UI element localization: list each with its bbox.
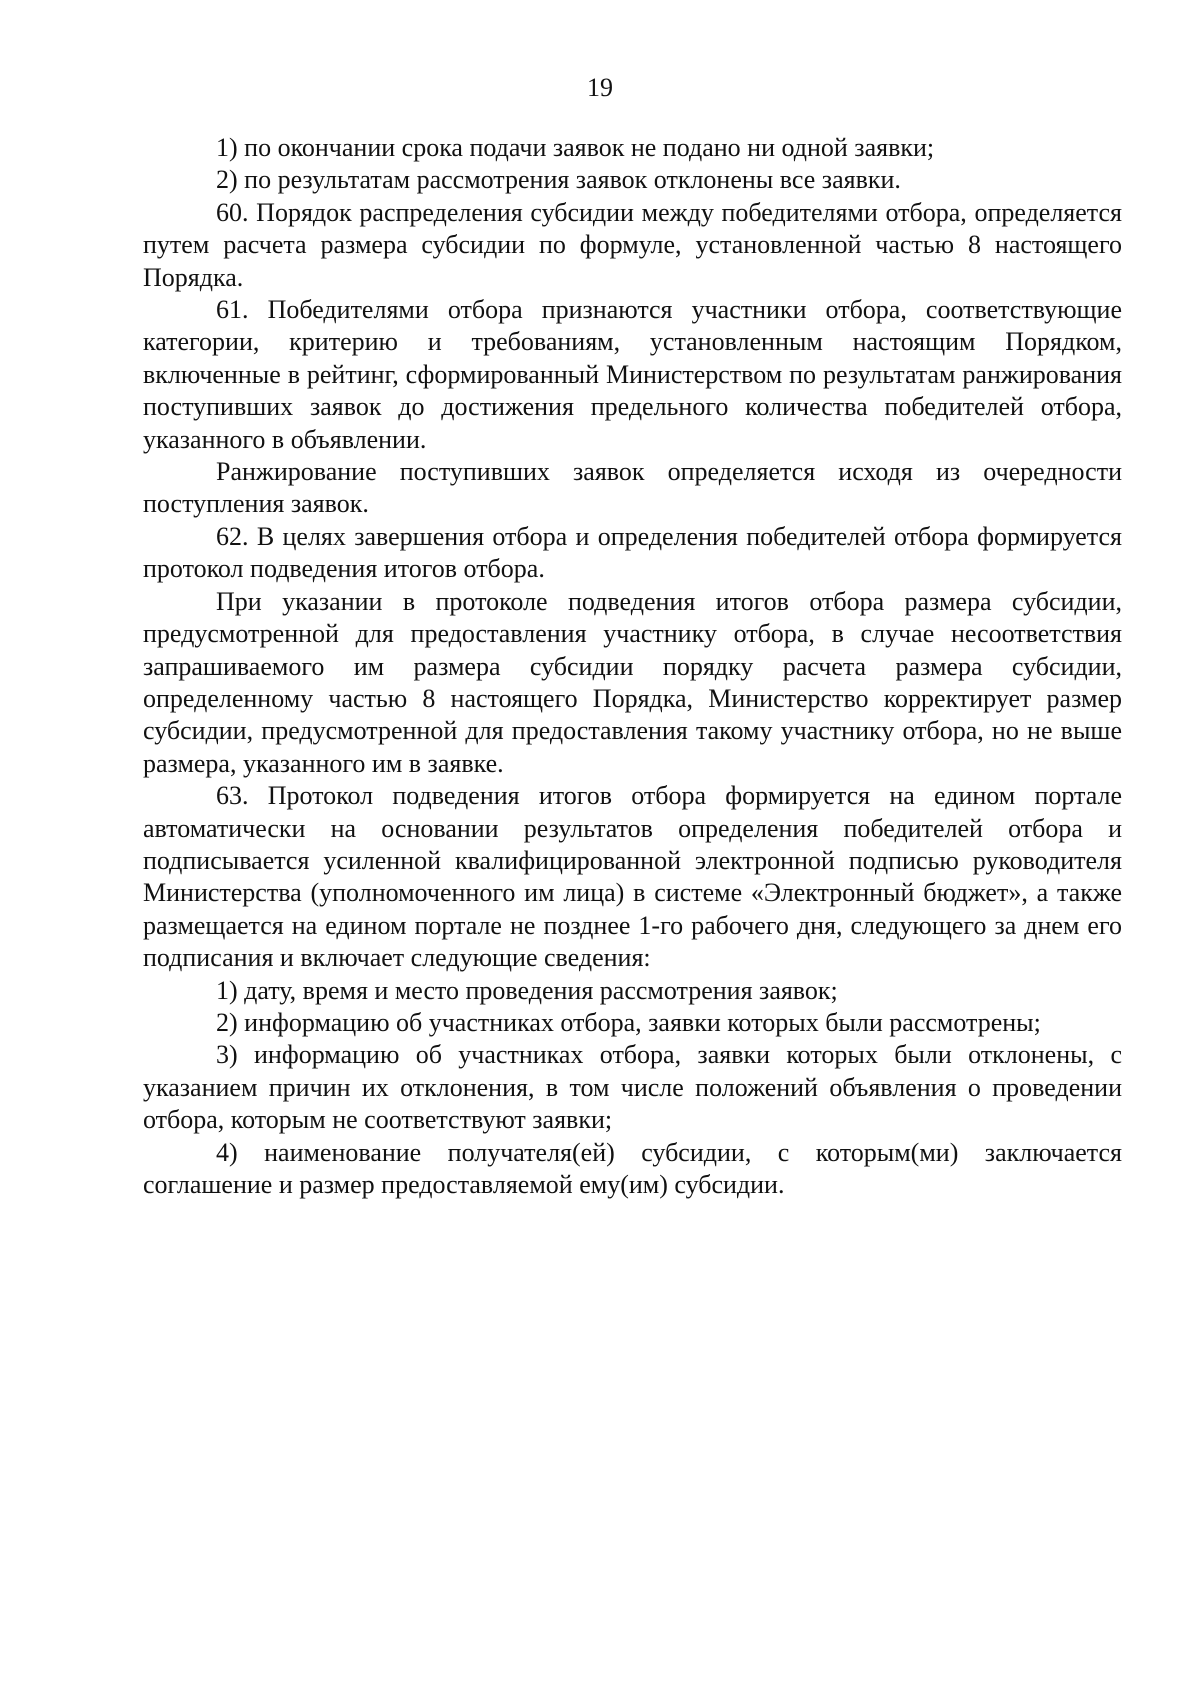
list-item-3-rejected-participants: 3) информацию об участниках отбора, заявки которых были отклонены, с указанием причин их отклонения, в том числе положений объявления о проведении отбора, которым не соответствуют заявки;: [143, 1040, 1122, 1135]
subsidy-adjustment-paragraph: При указании в протоколе подведения итогов отбора размера субсидии, предусмотренной для предоставления участнику отбора, в случае несоответствия запрашиваемого им размера субсидии порядку расчета размера субсидии, определенному частью 8 настоящего Порядка, Министерство корректирует размер субсидии, предусмотренной для предоставления такому участнику отбора, но не выше размера, указанного им в заявке.: [143, 586, 1122, 778]
ranking-paragraph: Ранжирование поступивших заявок определяется исходя из очередности поступления заявок.: [143, 457, 1122, 519]
page-number: 19: [587, 73, 613, 102]
list-item-1-no-applications: 1) по окончании срока подачи заявок не подано ни одной заявки;: [216, 133, 935, 162]
list-item-2-reviewed-participants: 2) информацию об участниках отбора, заявки которых были рассмотрены;: [216, 1007, 1041, 1037]
list-item-4-recipients: 4) наименование получателя(ей) субсидии, с которым(ми) заключается соглашение и размер предоставляемой ему(им) субсидии.: [143, 1137, 1122, 1199]
clause-61: 61. Победителями отбора признаются участники отбора, соответствующие категории, критерию и требованиям, установленным настоящим Порядком, включенные в рейтинг, сформированный Министерством по результатам ранжирования поступивших заявок до достижения предельного количества победителей отбора, указанного в объявлении.: [143, 295, 1122, 454]
list-item-2-all-rejected: 2) по результатам рассмотрения заявок отклонены все заявки.: [216, 165, 901, 195]
clause-63: 63. Протокол подведения итогов отбора формируется на едином портале автоматически на основании результатов определения победителей отбора и подписывается усиленной квалифицированной электронной подписью руководителя Министерства (уполномоченного им лица) в системе «Электронный бюджет», а также размещается на едином портале не позднее 1-го рабочего дня, следующего за днем его подписания и включает следующие сведения:: [143, 781, 1122, 973]
document-body: [143, 132, 1122, 1201]
clause-62: 62. В целях завершения отбора и определения победителей отбора формируется протокол подведения итогов отбора.: [143, 521, 1122, 584]
list-item-1-date-time-place: 1) дату, время и место проведения рассмотрения заявок;: [216, 975, 838, 1005]
clause-60: 60. Порядок распределения субсидии между победителями отбора, определяется путем расчета размера субсидии по формуле, установленной частью 8 настоящего Порядка.: [143, 197, 1122, 292]
